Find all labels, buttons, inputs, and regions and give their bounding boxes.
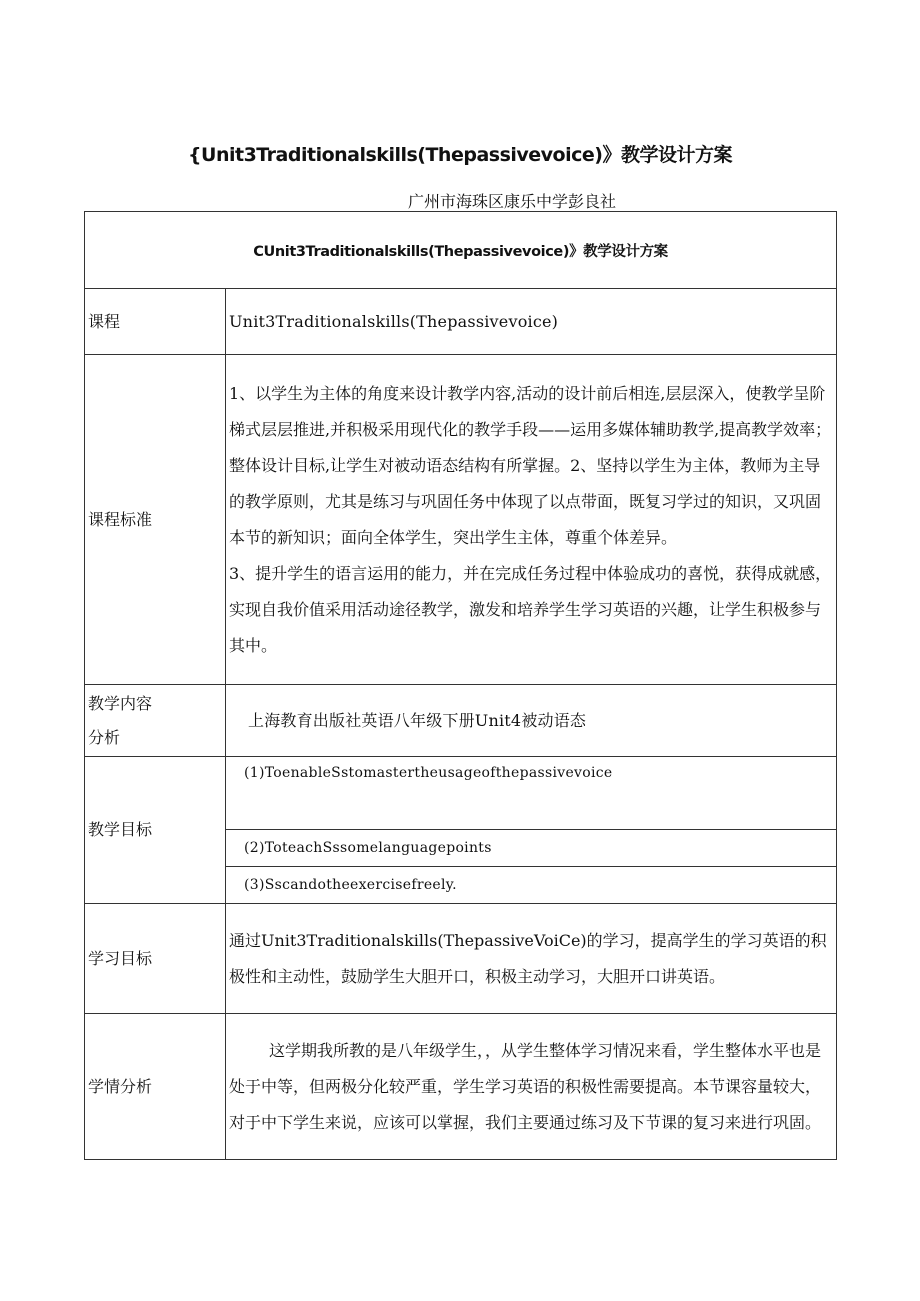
course-label: 课程	[85, 289, 226, 355]
learning-goals-row	[85, 904, 837, 1014]
teaching-goal-1: (1)ToenableSstomastertheusageofthepassivevoice	[226, 757, 837, 830]
document-author: 广州市海珠区康乐中学彭良社	[408, 192, 617, 211]
student-analysis-value: 这学期我所教的是八年级学生，，从学生整体学习情况来看，学生整体水平也是处于中等，但两极分化较严重，学生学习英语的积极性需要提高。本节课容量较大，对于中下学生来说，应该可以掌握，我们主要通过练习及下节课的复习来进行巩固。	[226, 1014, 837, 1160]
learning-goals-label: 学习目标	[85, 904, 226, 1014]
course-row	[85, 289, 837, 355]
standard-content	[226, 355, 837, 685]
teaching-goal-3: (3)Sscandotheexercisefreely.	[226, 867, 837, 904]
lesson-plan-table	[84, 211, 837, 1160]
table-header: CUnit3Traditionalskills(Thepassivevoice)》教学设计方案	[85, 212, 837, 289]
content-analysis-label	[85, 685, 226, 757]
teaching-goals-label: 教学目标	[85, 757, 226, 904]
standard-label: 课程标准	[85, 355, 226, 685]
content-analysis-value: 上海教育出版社英语八年级下册Unit4被动语态	[226, 685, 837, 757]
content-analysis-label-line2: 分析	[88, 727, 121, 747]
table-header-row	[85, 212, 837, 289]
student-analysis-label: 学情分析	[85, 1014, 226, 1160]
content-analysis-row	[85, 685, 837, 757]
teaching-goal-row-1	[85, 757, 837, 830]
teaching-goal-2: (2)ToteachSssomelanguagepoints	[226, 830, 837, 867]
learning-goals-value: 通过Unit3Traditionalskills(ThepassiveVoiCe)的学习，提高学生的学习英语的积极性和主动性，鼓励学生大胆开口，积极主动学习，大胆开口讲英语。	[226, 904, 837, 1014]
course-value: Unit3Traditionalskills(Thepassivevoice)	[226, 289, 837, 355]
document-title: {Unit3Traditionalskills(Thepassivevoice)》教学设计方案	[188, 144, 732, 166]
standard-paragraph-1: 1、以学生为主体的角度来设计教学内容,活动的设计前后相连,层层深入，使教学呈阶梯式层层推进,并积极采用现代化的教学手段——运用多媒体辅助教学,提高教学效率；整体设计目标,让学生对被动语态结构有所掌握。2、坚持以学生为主体，教师为主导的教学原则，尤其是练习与巩固任务中体现了以点带面，既复习学过的知识，又巩固本节的新知识；面向全体学生，突出学生主体，尊重个体差异。	[229, 383, 832, 547]
content-analysis-label-line1: 教学内容	[88, 693, 153, 713]
standard-row	[85, 355, 837, 685]
student-analysis-row	[85, 1014, 837, 1160]
standard-paragraph-2: 3、提升学生的语言运用的能力，并在完成任务过程中体验成功的喜悦，获得成就感，实现自我价值采用活动途径教学，激发和培养学生学习英语的兴趣，让学生积极参与其中。	[229, 563, 832, 655]
